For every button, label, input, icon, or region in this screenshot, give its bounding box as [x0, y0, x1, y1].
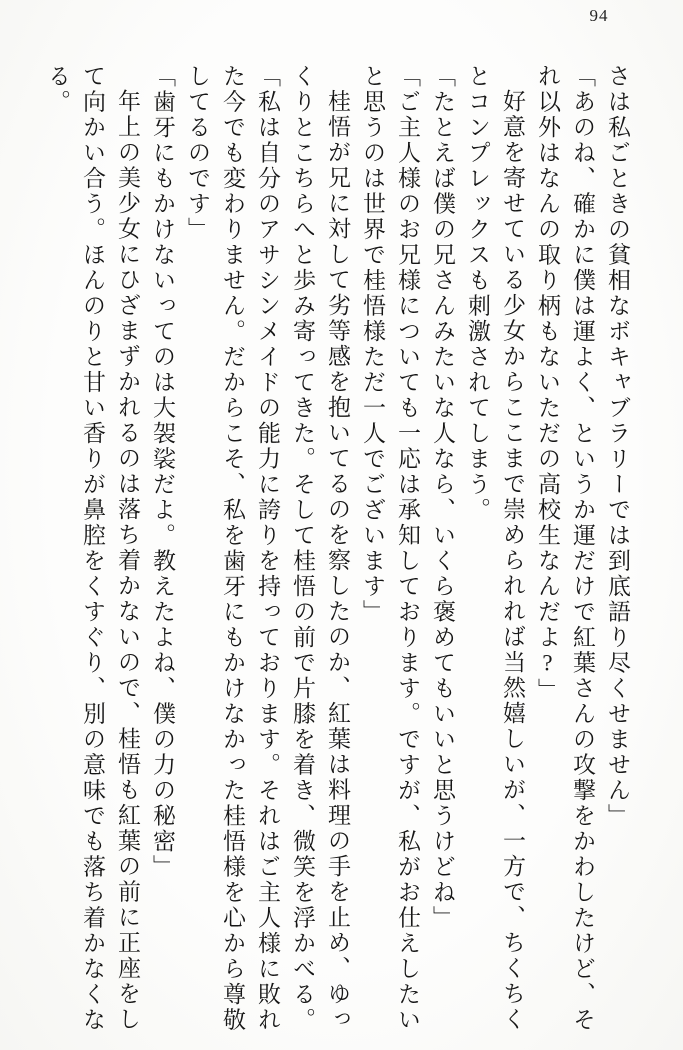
- text-line: 年上の美少女にひざまずかれるのは落ち着かないので、桂悟も紅葉の前に正座をし: [115, 89, 140, 1033]
- vertical-text-block: [40, 64, 635, 1042]
- page-number: 94: [589, 6, 609, 25]
- text-line: る。: [45, 64, 70, 115]
- text-line: 「たとえば僕の兄さんみたいな人なら、いくら褒めてもいいと思うけどね」: [430, 64, 455, 931]
- text-line: 「ご主人様のお兄様についても一応は承知しております。ですが、私がお仕えしたい: [395, 64, 420, 1033]
- text-line: とコンプレックスも刺激されてしまう。: [465, 64, 490, 523]
- text-line: してるのです」: [185, 64, 210, 243]
- text-line: さは私ごときの貧相なボキャブラリーでは到底語り尽くせません」: [605, 64, 630, 829]
- text-line: 好意を寄せている少女からここまで崇められれば当然嬉しいが、一方で、ちくちく: [500, 89, 525, 1033]
- text-line: た今でも変わりません。だからこそ、私を歯牙にもかけなかった桂悟様を心から尊敬: [220, 64, 245, 1033]
- text-line: と思うのは世界で桂悟様ただ一人でございます」: [360, 64, 385, 625]
- text-line: て向かい合う。ほんのりと甘い香りが鼻腔をくすぐり、別の意味でも落ち着かなくな: [80, 64, 105, 1033]
- text-line: れ以外はなんの取り柄もないただの高校生なんだよ?」: [535, 64, 560, 704]
- text-line: 「歯牙にもかけないってのは大袈裟だよ。教えたよね、僕の力の秘密」: [150, 64, 175, 880]
- text-line: 桂悟が兄に対して劣等感を抱いてるのを察したのか、紅葉は料理の手を止め、ゆっ: [325, 89, 350, 1033]
- text-line: 「私は自分のアサシンメイドの能力に誇りを持っております。それはご主人様に敗れ: [255, 64, 280, 1033]
- text-line: くりとこちらへと歩み寄ってきた。そして桂悟の前で片膝を着き、微笑を浮かべる。: [290, 64, 315, 1033]
- text-line: 「あのね、確かに僕は運よく、というか運だけで紅葉さんの攻撃をかわしたけど、そ: [570, 64, 595, 1033]
